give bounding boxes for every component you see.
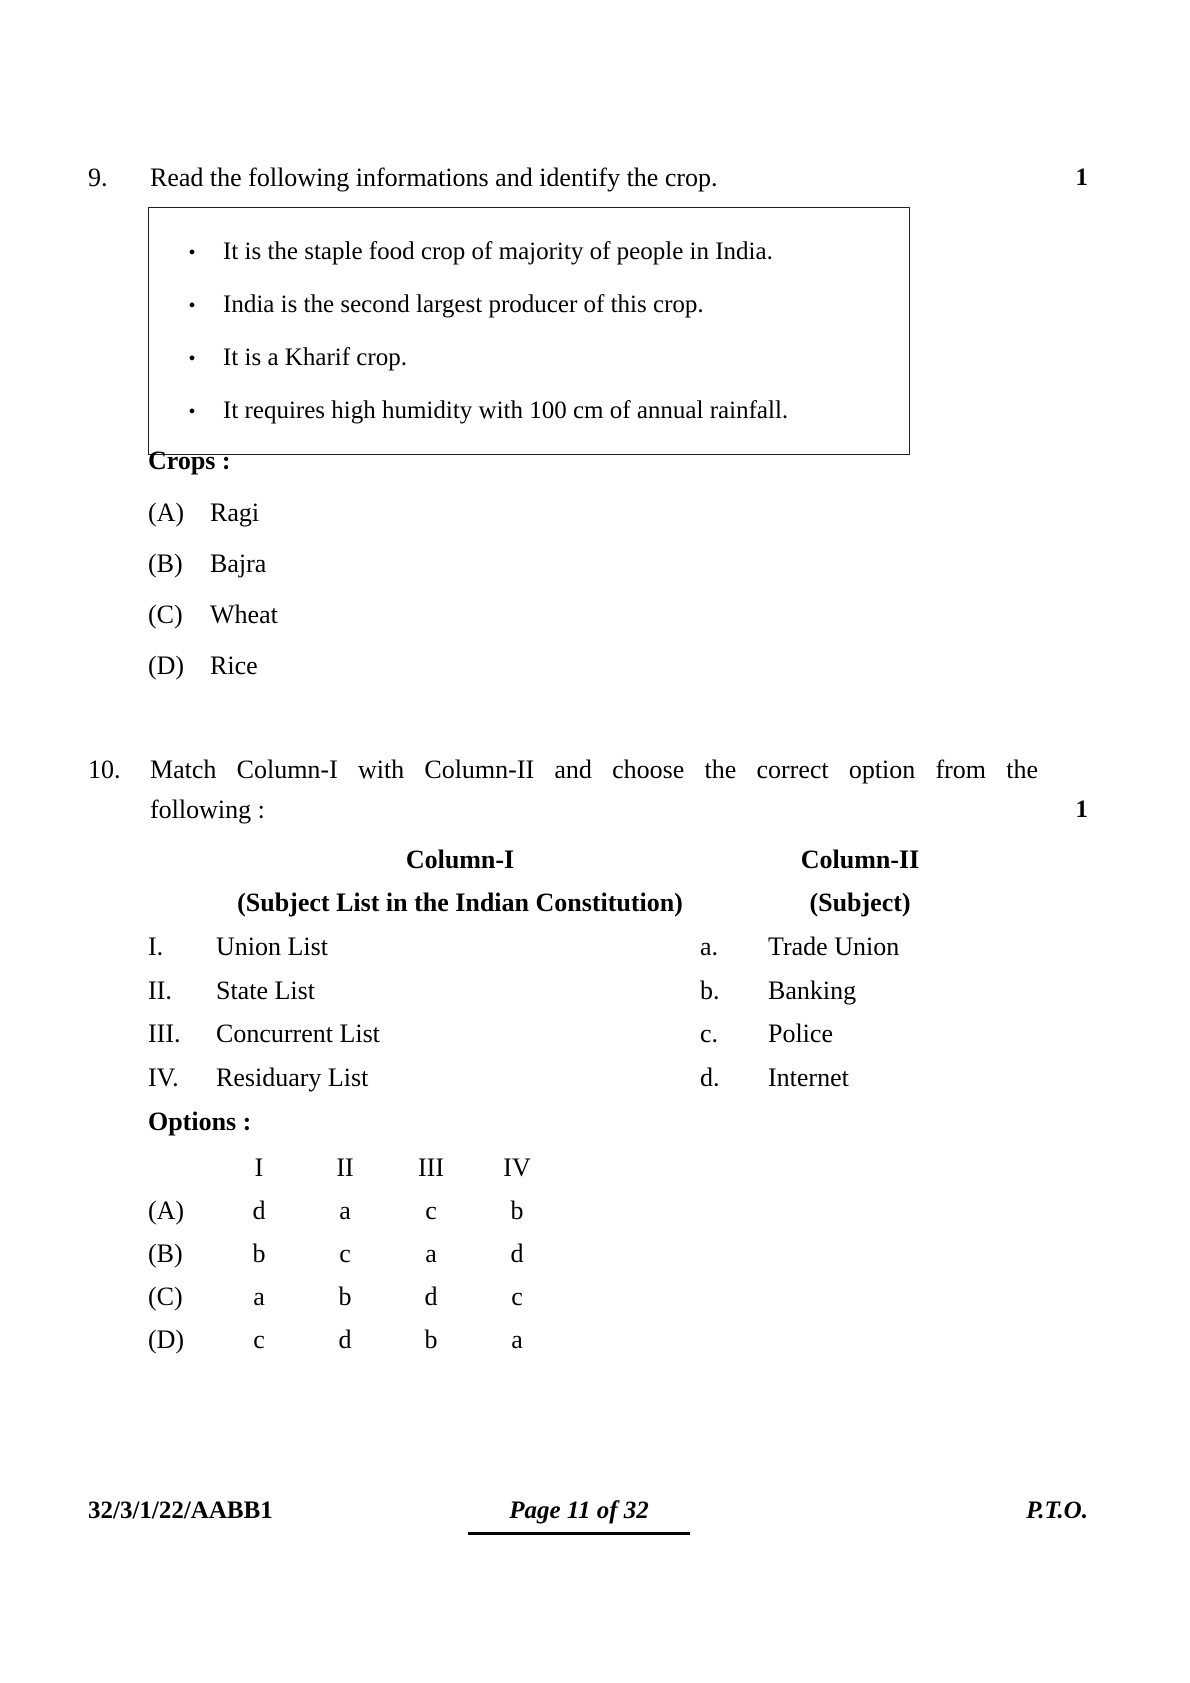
info-list-item xyxy=(149,385,909,438)
question-9-option-a[interactable] xyxy=(148,496,568,530)
question-10-marks: 1 xyxy=(1075,796,1088,823)
option-label: Rice xyxy=(210,651,258,680)
pto-label: P.T.O. xyxy=(1026,1497,1088,1524)
column-1-key: II. xyxy=(148,976,172,1005)
option-cell: d xyxy=(252,1196,266,1225)
option-label: Ragi xyxy=(210,498,260,527)
option-cell: a xyxy=(511,1325,523,1354)
question-9-info-box xyxy=(148,207,910,455)
column-1-label: State List xyxy=(216,976,315,1005)
option-cell: c xyxy=(339,1239,351,1268)
option-cell: b xyxy=(338,1282,352,1311)
column-1-label: Residuary List xyxy=(216,1063,369,1092)
column-2-title: Column-II xyxy=(800,845,920,874)
page-number: Page 11 of 32 xyxy=(509,1497,649,1524)
info-list-item-text: It is a Kharif crop. xyxy=(223,344,407,371)
option-key: (C) xyxy=(148,600,183,629)
option-cell: b xyxy=(510,1196,524,1225)
options-grid xyxy=(148,1146,568,1361)
info-list-item-text: India is the second largest producer of this crop. xyxy=(223,291,704,318)
column-1-subtitle: (Subject List in the Indian Constitution) xyxy=(237,888,683,917)
column-2-key: a. xyxy=(700,932,719,961)
question-10-stem-row-1 xyxy=(88,750,1088,790)
info-list-item-text: It is the staple food crop of majority of people in India. xyxy=(223,238,773,265)
page-footer xyxy=(88,1494,1088,1534)
option-key: (C) xyxy=(148,1282,183,1311)
info-list-item-text: It requires high humidity with 100 cm of annual rainfall. xyxy=(223,397,789,424)
question-9-option-b[interactable] xyxy=(148,547,568,581)
column-2-row-b xyxy=(700,974,1020,1008)
column-2-label: Banking xyxy=(768,976,857,1005)
options-grid-header-iii: III xyxy=(418,1153,444,1182)
column-1-key: IV. xyxy=(148,1063,179,1092)
question-9-header xyxy=(88,158,1088,198)
question-9-stem: Read the following informations and identify the crop. xyxy=(150,163,718,192)
option-cell: d xyxy=(338,1325,352,1354)
option-key: (D) xyxy=(148,651,185,680)
column-1-row-i xyxy=(148,930,648,964)
column-1-row-ii xyxy=(148,974,648,1008)
column-1-key: I. xyxy=(148,932,164,961)
options-grid-header-ii: II xyxy=(336,1153,354,1182)
option-cell: c xyxy=(425,1196,437,1225)
column-2-subtitle: (Subject) xyxy=(809,888,911,917)
column-2-label: Police xyxy=(768,1019,833,1048)
column-2-label: Trade Union xyxy=(768,932,900,961)
column-2-key: b. xyxy=(700,976,720,1005)
options-heading: Options : xyxy=(148,1107,252,1136)
question-10-header xyxy=(88,750,1088,830)
bullet-icon: • xyxy=(188,348,196,370)
option-cell: c xyxy=(253,1325,265,1354)
question-9-marks: 1 xyxy=(1075,164,1088,191)
paper-code: 32/3/1/22/AABB1 xyxy=(88,1497,273,1524)
info-list-item xyxy=(149,332,909,385)
column-1-label: Concurrent List xyxy=(216,1019,380,1048)
question-10-option-c[interactable] xyxy=(148,1275,568,1318)
column-1-row-iv xyxy=(148,1061,648,1095)
option-cell: a xyxy=(339,1196,351,1225)
bullet-icon: • xyxy=(188,242,196,264)
question-9-number: 9. xyxy=(88,163,108,192)
option-cell: b xyxy=(252,1239,266,1268)
option-label: Wheat xyxy=(210,600,278,629)
question-10-stem-line-1: Match Column-I with Column-II and choose the correct option from the xyxy=(150,755,1038,784)
option-key: (A) xyxy=(148,1196,185,1225)
footer-divider xyxy=(468,1532,690,1535)
column-1-label: Union List xyxy=(216,932,328,961)
info-list-item xyxy=(149,279,909,332)
column-2-row-c xyxy=(700,1017,1020,1051)
column-1-key: III. xyxy=(148,1019,181,1048)
column-1-row-iii xyxy=(148,1017,648,1051)
info-list-item xyxy=(149,226,909,279)
option-key: (B) xyxy=(148,1239,183,1268)
option-cell: a xyxy=(425,1239,437,1268)
option-key: (A) xyxy=(148,498,185,527)
question-10-stem-line-2: following : xyxy=(150,795,265,824)
column-2-key: c. xyxy=(700,1019,719,1048)
options-grid-header-i: I xyxy=(254,1153,264,1182)
column-2-key: d. xyxy=(700,1063,720,1092)
option-key: (B) xyxy=(148,549,183,578)
question-10-number: 10. xyxy=(88,755,121,784)
question-9-option-c[interactable] xyxy=(148,598,568,632)
option-cell: a xyxy=(253,1282,265,1311)
option-cell: d xyxy=(424,1282,438,1311)
column-1-title: Column-I xyxy=(405,845,515,874)
option-cell: d xyxy=(510,1239,524,1268)
option-key: (D) xyxy=(148,1325,185,1354)
column-2-row-a xyxy=(700,930,1020,964)
question-9-stem-row xyxy=(88,158,1088,198)
options-grid-header-iv: IV xyxy=(503,1153,531,1182)
crops-heading: Crops : xyxy=(148,446,231,475)
option-label: Bajra xyxy=(210,549,267,578)
question-10-option-d[interactable] xyxy=(148,1318,568,1361)
bullet-icon: • xyxy=(188,295,196,317)
bullet-icon: • xyxy=(188,401,196,423)
question-9-option-d[interactable] xyxy=(148,649,568,683)
question-10-option-b[interactable] xyxy=(148,1232,568,1275)
option-cell: b xyxy=(424,1325,438,1354)
option-cell: c xyxy=(511,1282,523,1311)
question-10-stem-row-2 xyxy=(88,790,1088,830)
options-grid-header-row xyxy=(148,1146,568,1189)
column-2-row-d xyxy=(700,1061,1020,1095)
question-10-option-a[interactable] xyxy=(148,1189,568,1232)
column-2-label: Internet xyxy=(768,1063,849,1092)
